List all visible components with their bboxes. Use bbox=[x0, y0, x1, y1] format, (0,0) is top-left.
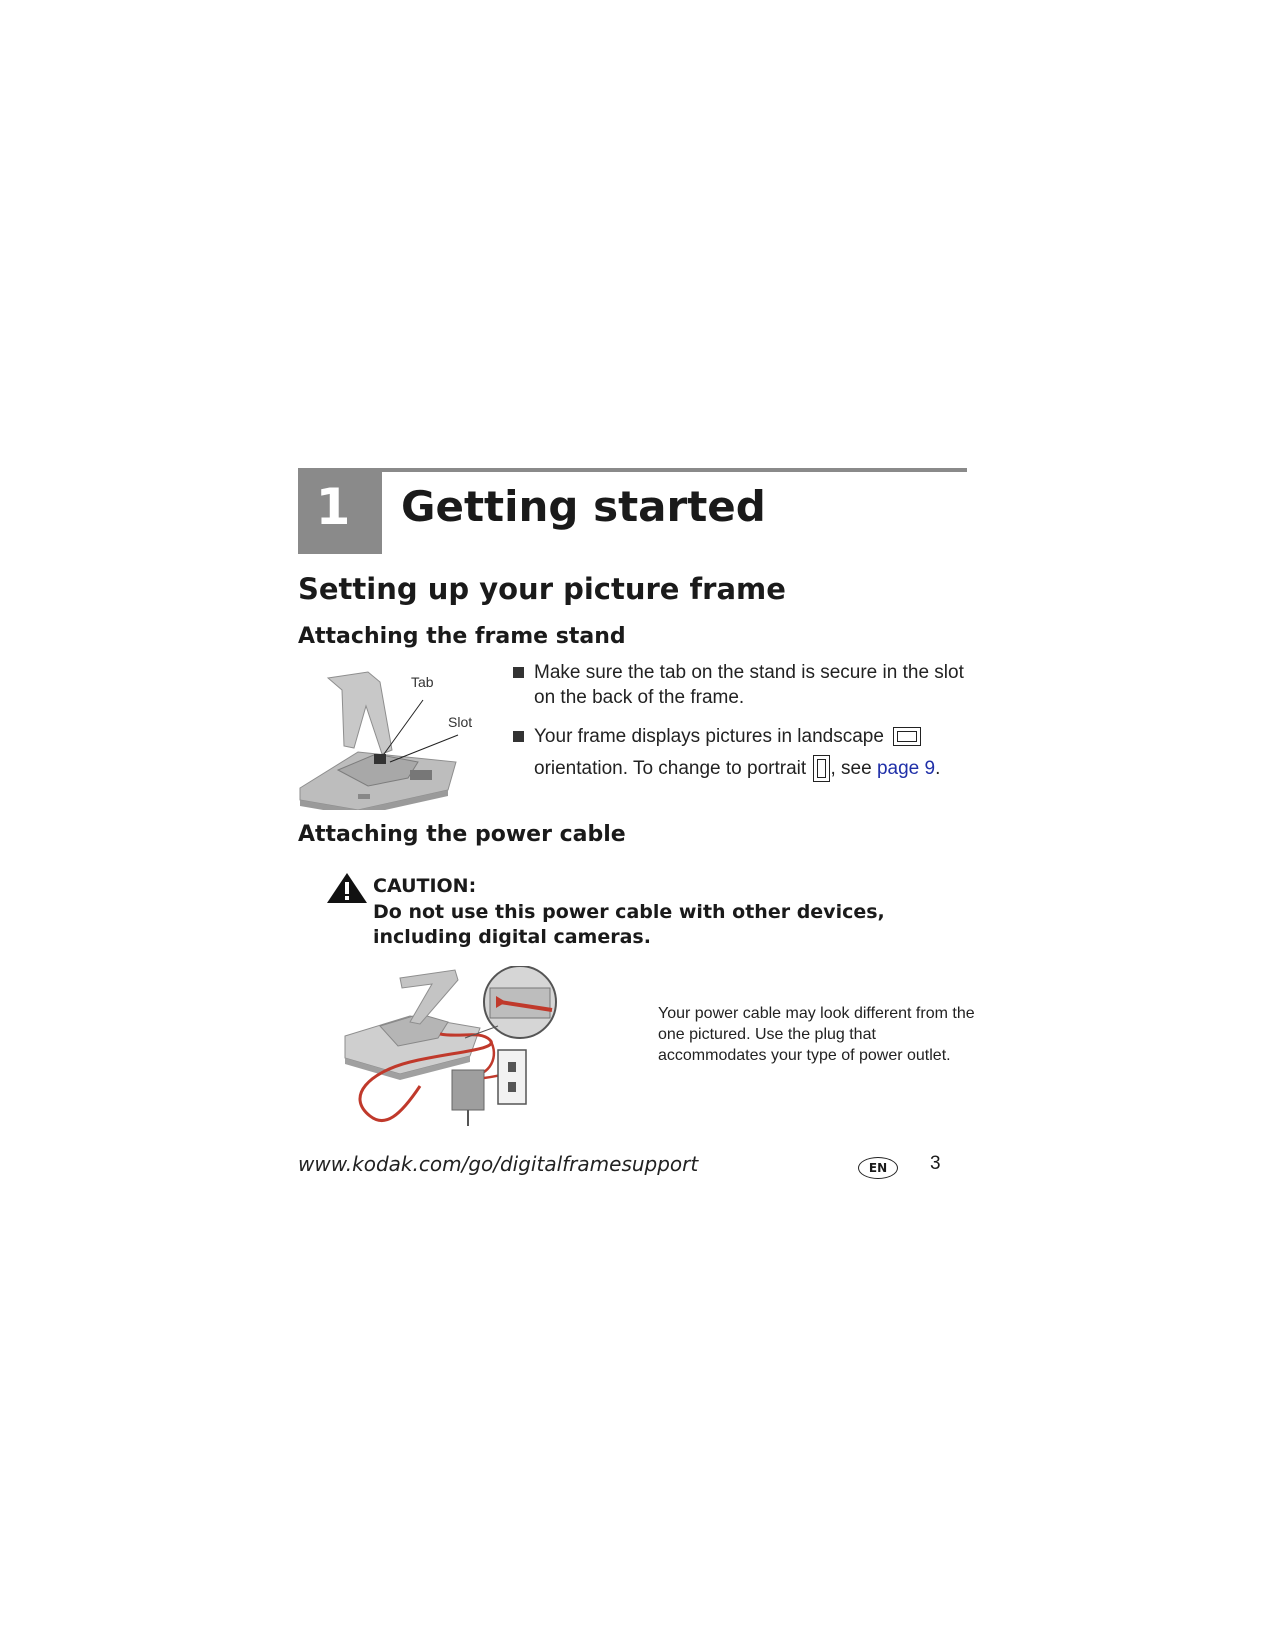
bullet-text: Make sure the tab on the stand is secure in the slot on the back of the frame. bbox=[534, 662, 964, 708]
landscape-orientation-icon bbox=[893, 727, 921, 746]
language-badge: EN bbox=[858, 1157, 898, 1179]
bullet-text: , see bbox=[830, 758, 872, 779]
bullet-text: Your frame displays pictures in landscape bbox=[534, 726, 884, 747]
bullet-item bbox=[534, 724, 964, 782]
chapter-rule bbox=[298, 468, 967, 472]
page-link[interactable]: page 9 bbox=[876, 758, 936, 779]
bullet-square-icon bbox=[513, 667, 524, 678]
support-url[interactable]: www.kodak.com/go/digitalframesupport bbox=[298, 1152, 699, 1176]
bullet-square-icon bbox=[513, 731, 524, 742]
section-title: Setting up your picture frame bbox=[298, 572, 786, 606]
portrait-orientation-icon bbox=[813, 755, 830, 782]
tab-label: Tab bbox=[411, 674, 434, 690]
bullet-item bbox=[534, 660, 964, 710]
frame-stand-illustration bbox=[298, 670, 463, 810]
chapter-title: Getting started bbox=[401, 482, 766, 531]
chapter-number: 1 bbox=[315, 478, 351, 536]
slot-label: Slot bbox=[448, 714, 473, 730]
page-number: 3 bbox=[930, 1153, 941, 1174]
stand-heading: Attaching the frame stand bbox=[298, 624, 626, 649]
caution-icon bbox=[326, 872, 368, 904]
power-heading: Attaching the power cable bbox=[298, 822, 626, 847]
caution-text: Do not use this power cable with other devices, including digital cameras. bbox=[373, 901, 885, 948]
power-cable-note: Your power cable may look different from the one pictured. Use the plug that accommodates your type of power outlet. bbox=[658, 1005, 975, 1064]
bullet-text: . bbox=[935, 758, 941, 779]
bullet-text: orientation. To change to portrait bbox=[534, 758, 807, 779]
caution-title: CAUTION: bbox=[373, 875, 477, 897]
power-cable-illustration bbox=[340, 966, 570, 1136]
